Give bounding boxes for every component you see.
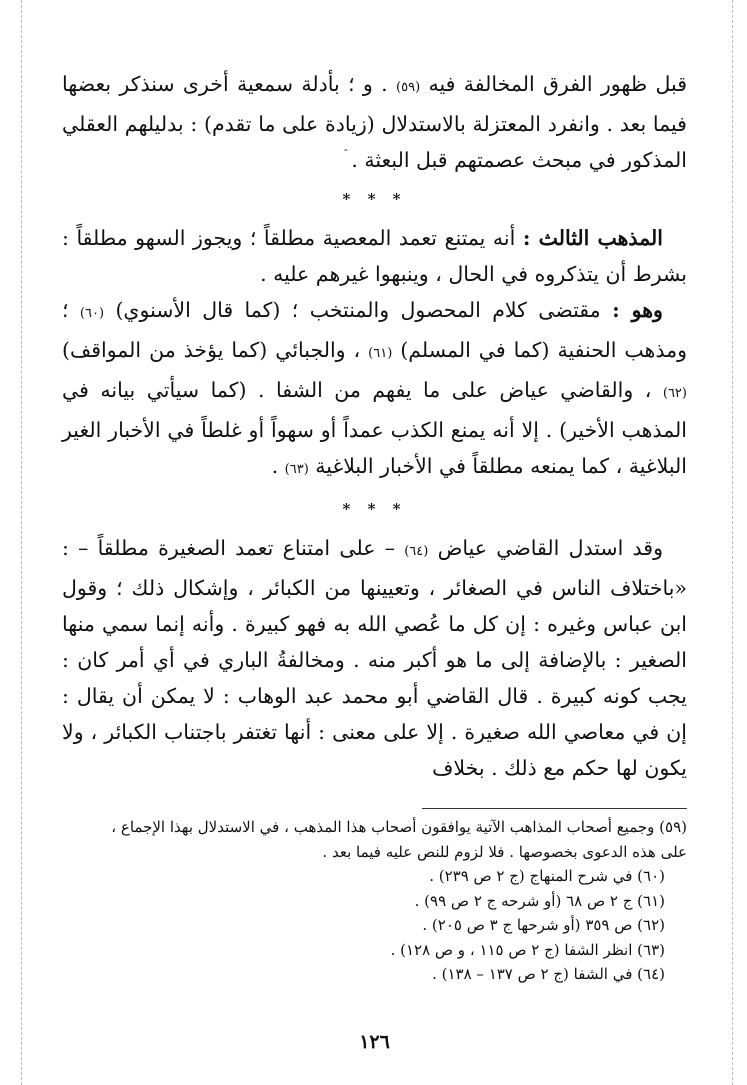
footnote-separator (422, 808, 687, 809)
footnote-ref-63: (٦٣) (284, 462, 309, 477)
intro-line-1-text: قبل ظهور الفرق المخالفة فيه (428, 72, 687, 96)
footnote-ref-64: (٦٤) (404, 544, 429, 559)
ink-speck: ˆ (343, 148, 349, 161)
intro-paragraph (62, 66, 687, 178)
footnote-ref-59: (٥٩) (396, 80, 421, 95)
page-body (62, 66, 687, 1053)
huwa-text-3: ، والجبائي (كما يؤخذ من المواقف) (62, 338, 361, 362)
footnote-ref-61: (٦١) (368, 346, 393, 361)
footnote-62: (٦٢) ص ٣٥٩ (أو شرحها ج ٣ ص ٢٠٥) . (422, 916, 665, 934)
iyad-text-1: وقد استدل القاضي عياض (437, 536, 663, 560)
footnote-60: (٦٠) في شرح المنهاج (ج ٢ ص ٢٣٩) . (429, 867, 665, 885)
huwa-label: وهو : (612, 298, 663, 322)
footnotes (62, 815, 687, 987)
footnote-59: (٥٩) وجميع أصحاب المذاهب الآتية يوافقون أصحاب هذا المذهب ، في الاستدلال بهذا الإجماع ، (111, 818, 687, 836)
third-school-heading: المذهب الثالث : (522, 226, 663, 250)
section-divider-stars-2: * * * (342, 500, 407, 518)
page-number: ١٢٦ (359, 1030, 390, 1053)
huwa-text-2: ؛ ومذهب الحنفية (كما في المسلم) (62, 298, 687, 362)
right-margin-dotted-line (732, 0, 733, 1085)
huwa-paragraph (62, 292, 687, 488)
iyad-paragraph (62, 530, 687, 786)
huwa-text-1: مقتضى كلام المحصول والمنتخب ؛ (كما قال الأسنوي) (115, 298, 601, 322)
huwa-text-4: ، والقاضي عياض على ما يفهم من الشفا . (كما سيأتي بيانه في المذهب الأخير) . إلا أنه يمنع الكذب عمداً أو سهواً أو غلطاً في الأخبار الغير البلاغية ، كما يمنعه مطلقاً في الأخبار البلاغية (62, 378, 687, 478)
footnote-ref-62: (٦٢) (662, 386, 687, 401)
footnote-61: (٦١) ج ٢ ص ٦٨ (أو شرحه ج ٢ ص ٩٩) . (414, 891, 665, 910)
left-margin-dotted-line (21, 0, 22, 1085)
footnote-59-cont: على هذه الدعوى بخصوصها . فلا لزوم للنص عليه فيما بعد . (322, 842, 687, 861)
intro-line-2-text: وانفرد المعتزلة بالاستدلال (زيادة على ما تقدم) : بدليلهم العقلي المذكور في مبحث عصمتهم قبل البعثة . (62, 112, 687, 172)
third-school-paragraph (62, 220, 687, 292)
huwa-text-5: . (271, 454, 279, 478)
iyad-text-2: – على امتناع تعمد الصغيرة مطلقاً – : «باختلاف الناس في الصغائر ، وتعيينها من الكبائر ، وإشكال ذلك ؛ وقول ابن عباس وغيره : إن كل ما عُصي الله به فهو كبيرة . وأنه إنما سمي منها الصغير : بالإضافة إلى ما هو أكبر منه . ومخالفةُ الباري في أي أمر كان : يجب كونه كبيرة . قال القاضي أبو محمد عبد الوهاب : لا يمكن أن يقال : إن في معاصي الله صغيرة . إلا على معنى : أنها تغتفر باجتناب الكبائر ، ولا يكون لها حكم مع ذلك . بخلاف (62, 536, 687, 780)
footnote-64: (٦٤) في الشفا (ج ٢ ص ١٣٧ – ١٣٨) . (432, 965, 665, 983)
footnote-63: (٦٣) انظر الشفا (ج ٢ ص ١١٥ ، و ص ١٢٨) . (390, 940, 665, 959)
section-divider-stars: * * * (342, 190, 407, 208)
intro-line-1-tail: . و ؛ بأدلة سمعية أخرى سنذكر بعضها فيما بعد . (62, 72, 687, 136)
third-school-text: أنه يمتنع تعمد المعصية مطلقاً ؛ ويجوز السهو مطلقاً : بشرط أن يتذكروه في الحال ، وينبهوا غيرهم عليه . (62, 226, 687, 286)
footnote-ref-60: (٦٠) (79, 306, 105, 321)
